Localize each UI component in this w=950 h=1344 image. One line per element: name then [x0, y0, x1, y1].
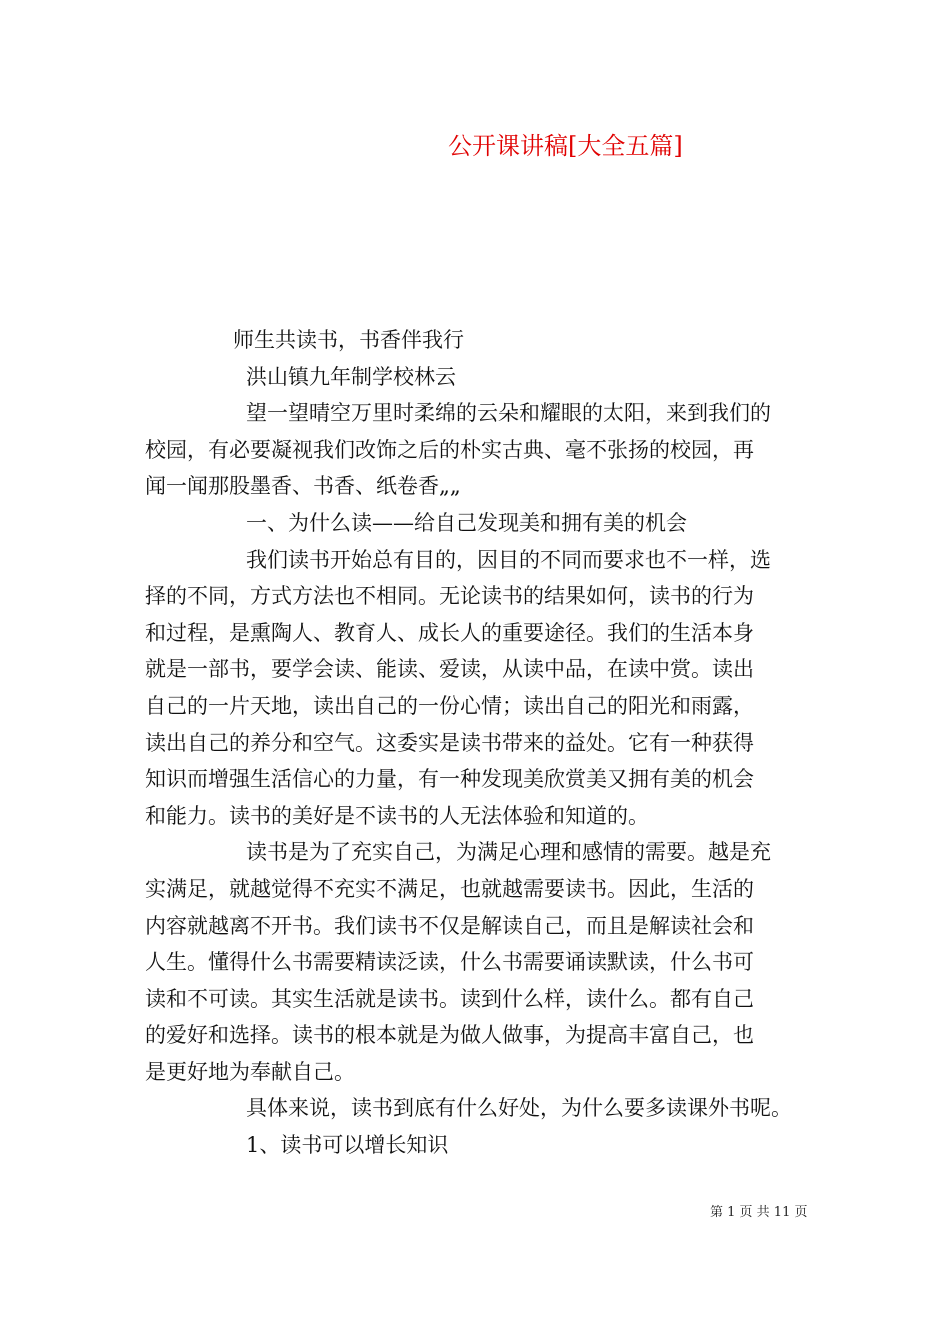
paragraph-line: 知识而增强生活信心的力量，有一种发现美欣赏美又拥有美的机会 [145, 767, 754, 792]
document-body [145, 322, 805, 1164]
paragraph-line: 和过程，是熏陶人、教育人、成长人的重要途径。我们的生活本身 [145, 620, 754, 645]
paragraph-line: 闻一闻那股墨香、书香、纸卷香„„ [145, 474, 461, 499]
paragraph-line: 校园，有必要凝视我们改饰之后的朴实古典、毫不张扬的校园，再 [145, 437, 754, 462]
paragraph-4: 具体来说，读书到底有什么好处，为什么要多读课外书呢。 [246, 1096, 792, 1121]
subtitle: 师生共读书，书香伴我行 [233, 328, 464, 352]
paragraph-line: 实满足，就越觉得不充实不满足，也就越需要读书。因此，生活的 [145, 876, 754, 901]
author-line: 洪山镇九年制学校林云 [246, 364, 456, 389]
paragraph-line: 择的不同，方式方法也不相同。无论读书的结果如何，读书的行为 [145, 584, 754, 609]
paragraph-line: 内容就越离不开书。我们读书不仅是解读自己，而且是解读社会和 [145, 913, 754, 938]
page-number: 第 1 页 共 11 页 [710, 1205, 808, 1220]
paragraph-line: 读书是为了充实自己，为满足心理和感情的需要。越是充 [246, 840, 771, 865]
paragraph-2 [145, 542, 805, 835]
paragraph-line: 就是一部书，要学会读、能读、爱读，从读中品，在读中赏。读出 [145, 657, 754, 682]
paragraph-line: 读和不可读。其实生活就是读书。读到什么样，读什么。都有自己 [145, 986, 754, 1011]
paragraph-line: 读出自己的养分和空气。这委实是读书带来的益处。它有一种获得 [145, 730, 754, 755]
paragraph-line: 和能力。读书的美好是不读书的人无法体验和知道的。 [145, 803, 649, 828]
paragraph-line: 人生。懂得什么书需要精读泛读，什么书需要诵读默读，什么书可 [145, 950, 754, 975]
paragraph-3 [145, 834, 805, 1090]
document-title: 公开课讲稿[大全五篇] [448, 132, 683, 160]
paragraph-line: 的爱好和选择。读书的根本就是为做人做事，为提高丰富自己，也 [145, 1023, 754, 1048]
list-item: 1、读书可以增长知识 [246, 1133, 449, 1158]
paragraph-1 [145, 395, 805, 505]
section-heading: 一、为什么读——给自己发现美和拥有美的机会 [246, 510, 687, 535]
paragraph-line: 是更好地为奉献自己。 [145, 1059, 355, 1084]
paragraph-line: 望一望晴空万里时柔绵的云朵和耀眼的太阳，来到我们的 [246, 401, 771, 426]
paragraph-line: 自己的一片天地，读出自己的一份心情；读出自己的阳光和雨露， [145, 693, 754, 718]
paragraph-line: 我们读书开始总有目的，因目的不同而要求也不一样，选 [246, 547, 771, 572]
